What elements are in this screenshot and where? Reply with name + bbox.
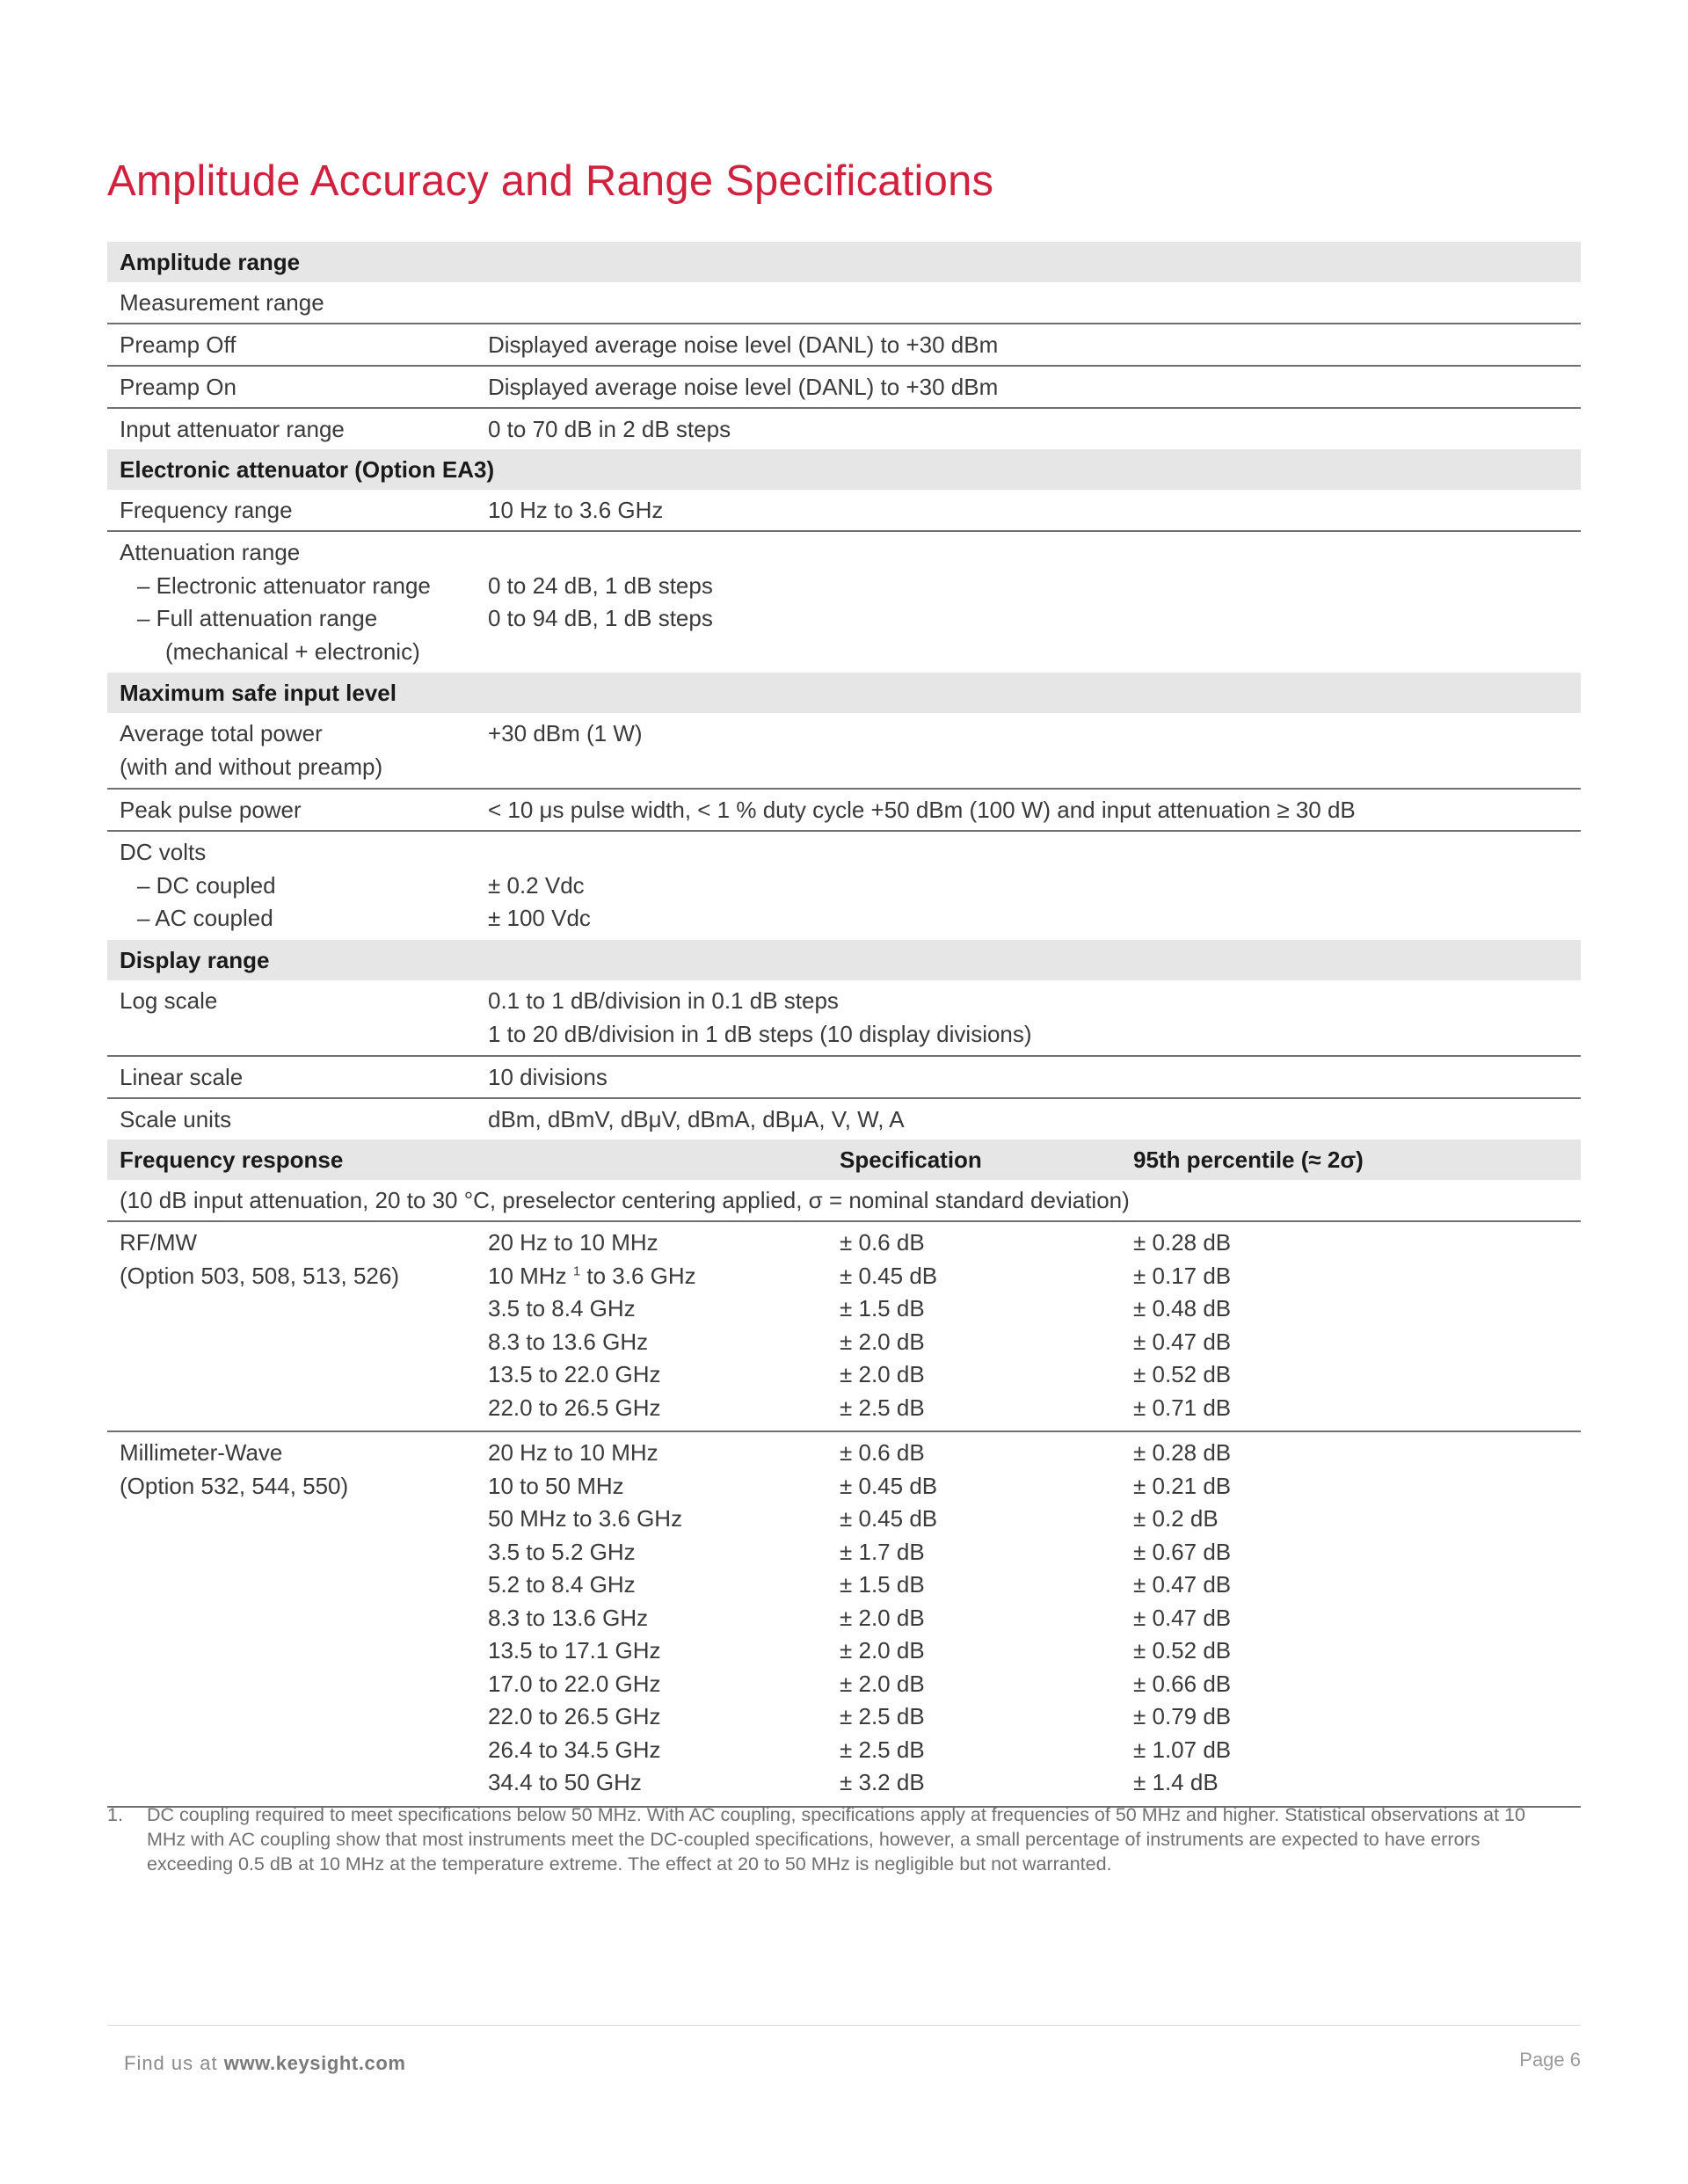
spec-value: ± 0.45 dB bbox=[840, 1505, 938, 1532]
row-label: Input attenuator range bbox=[120, 416, 345, 442]
freq-range: 34.4 to 50 GHz bbox=[488, 1769, 642, 1795]
footnote bbox=[107, 1802, 1532, 1876]
percentile-value: ± 0.28 dB bbox=[1133, 1229, 1232, 1256]
spec-value-column bbox=[840, 1227, 937, 1424]
table-row bbox=[107, 1057, 1581, 1099]
table-row bbox=[107, 409, 1581, 449]
row-sublabel: – Full attenuation range bbox=[137, 605, 378, 631]
freq-group-name: Millimeter-Wave bbox=[120, 1439, 283, 1466]
row-label: DC volts bbox=[120, 839, 207, 865]
freq-range: 17.0 to 22.0 GHz bbox=[488, 1670, 661, 1697]
row-value: Displayed average noise level (DANL) to +30 dBm bbox=[488, 374, 999, 400]
freq-range: 13.5 to 17.1 GHz bbox=[488, 1637, 661, 1663]
spec-value: ± 2.0 dB bbox=[840, 1637, 925, 1663]
percentile-value: ± 0.28 dB bbox=[1133, 1439, 1232, 1466]
spec-value: ± 2.0 dB bbox=[840, 1670, 925, 1697]
percentile-value: ± 0.67 dB bbox=[1133, 1538, 1232, 1565]
section-title: Frequency response bbox=[120, 1147, 344, 1173]
conditions-note: (10 dB input attenuation, 20 to 30 °C, preselector centering applied, σ = nominal standard deviation) bbox=[120, 1187, 1130, 1213]
footer-find-us bbox=[124, 2052, 406, 2075]
percentile-value: ± 0.48 dB bbox=[1133, 1295, 1232, 1321]
footer-divider bbox=[107, 2025, 1581, 2026]
footnote-text: DC coupling required to meet specifications below 50 MHz. With AC coupling, specifications apply at frequencies of 50 MHz and higher. Statistical observations at 10 MHz with AC coupling show that most instruments meet the DC-coupled specifications, however, a small percentage of instruments are expected to have errors exceeding 0.5 dB at 10 MHz at the temperature extreme. The effect at 20 to 50 MHz is negligible but not warranted. bbox=[147, 1804, 1525, 1875]
row-label: Peak pulse power bbox=[120, 797, 302, 823]
spec-value: ± 1.5 dB bbox=[840, 1571, 925, 1598]
freq-group bbox=[107, 1222, 1581, 1432]
row-label: Preamp Off bbox=[120, 331, 236, 358]
row-label: Scale units bbox=[120, 1106, 232, 1132]
row-value: 10 divisions bbox=[488, 1064, 608, 1090]
spec-value-column bbox=[840, 1437, 937, 1800]
percentile-value: ± 0.2 dB bbox=[1133, 1505, 1219, 1532]
percentile-value: ± 0.71 dB bbox=[1133, 1394, 1232, 1421]
percentile-value: ± 1.4 dB bbox=[1133, 1769, 1219, 1795]
freq-range: 10 to 50 MHz bbox=[488, 1472, 624, 1499]
table-row bbox=[107, 282, 1581, 324]
freq-group-name: RF/MW bbox=[120, 1229, 198, 1256]
row-value: 10 Hz to 3.6 GHz bbox=[488, 497, 664, 523]
percentile-value: ± 0.47 dB bbox=[1133, 1571, 1232, 1598]
freq-range: 20 Hz to 10 MHz bbox=[488, 1229, 658, 1256]
section-title: Amplitude range bbox=[120, 249, 301, 275]
spec-value: ± 0.6 dB bbox=[840, 1229, 925, 1256]
row-label: Measurement range bbox=[120, 289, 324, 316]
row-value-group bbox=[488, 836, 591, 935]
section-display-range bbox=[107, 940, 1581, 980]
row-label-group bbox=[120, 536, 431, 668]
spec-value: ± 0.45 dB bbox=[840, 1262, 938, 1289]
section-frequency-response bbox=[107, 1139, 1581, 1180]
row-label: Preamp On bbox=[120, 374, 236, 400]
row-value: 0.1 to 1 dB/division in 0.1 dB steps bbox=[488, 987, 839, 1014]
row-label-group bbox=[120, 836, 276, 935]
row-sublabel: – Electronic attenuator range bbox=[137, 571, 431, 599]
row-sublabel: (mechanical + electronic) bbox=[165, 637, 420, 665]
freq-range-end: to 3.6 GHz bbox=[580, 1262, 696, 1289]
percentile-value: ± 0.21 dB bbox=[1133, 1472, 1232, 1499]
section-title: Electronic attenuator (Option EA3) bbox=[120, 456, 495, 483]
table-row bbox=[107, 790, 1581, 832]
section-max-safe-input bbox=[107, 673, 1581, 713]
spec-value: ± 1.7 dB bbox=[840, 1538, 925, 1565]
spec-value: ± 2.0 dB bbox=[840, 1604, 925, 1631]
section-title: Display range bbox=[120, 947, 270, 973]
percentile-value-column bbox=[1133, 1227, 1231, 1424]
row-label: (with and without preamp) bbox=[120, 753, 383, 780]
row-label: Attenuation range bbox=[120, 539, 301, 565]
freq-range-column bbox=[488, 1227, 696, 1424]
table-row bbox=[107, 832, 1581, 940]
percentile-value: ± 0.47 dB bbox=[1133, 1328, 1232, 1355]
freq-range: 50 MHz to 3.6 GHz bbox=[488, 1505, 683, 1532]
freq-group-options: (Option 532, 544, 550) bbox=[120, 1472, 349, 1499]
row-value: dBm, dBmV, dBμV, dBmA, dBμA, V, W, A bbox=[488, 1106, 905, 1132]
row-sublabel: – AC coupled bbox=[137, 905, 273, 931]
freq-range: 22.0 to 26.5 GHz bbox=[488, 1703, 661, 1729]
row-label: Frequency range bbox=[120, 497, 293, 523]
spec-table bbox=[107, 242, 1581, 1808]
section-title: Maximum safe input level bbox=[120, 680, 397, 706]
spec-value: ± 2.0 dB bbox=[840, 1361, 925, 1387]
percentile-value: ± 0.47 dB bbox=[1133, 1604, 1232, 1631]
spec-value: ± 1.5 dB bbox=[840, 1295, 925, 1321]
freq-range: 3.5 to 8.4 GHz bbox=[488, 1295, 636, 1321]
row-value: 0 to 70 dB in 2 dB steps bbox=[488, 416, 731, 442]
row-value: ± 0.2 Vdc bbox=[488, 871, 585, 899]
table-row bbox=[107, 532, 1581, 673]
freq-group-label bbox=[120, 1437, 348, 1503]
table-row bbox=[107, 980, 1581, 1057]
freq-range: 5.2 to 8.4 GHz bbox=[488, 1571, 636, 1598]
freq-group-options: (Option 503, 508, 513, 526) bbox=[120, 1262, 400, 1289]
freq-range: 20 Hz to 10 MHz bbox=[488, 1439, 658, 1466]
percentile-value-column bbox=[1133, 1437, 1231, 1800]
freq-range: 8.3 to 13.6 GHz bbox=[488, 1604, 649, 1631]
column-header-percentile: 95th percentile (≈ 2σ) bbox=[1133, 1147, 1364, 1173]
row-label: Linear scale bbox=[120, 1064, 244, 1090]
percentile-value: ± 1.07 dB bbox=[1133, 1736, 1232, 1763]
footer-url-link[interactable]: www.keysight.com bbox=[223, 2052, 406, 2074]
percentile-value: ± 0.52 dB bbox=[1133, 1637, 1232, 1663]
row-label: Average total power bbox=[120, 720, 323, 746]
row-value: 0 to 94 dB, 1 dB steps bbox=[488, 605, 713, 631]
footnote-reference: 1 bbox=[572, 1263, 581, 1278]
section-electronic-attenuator bbox=[107, 449, 1581, 490]
freq-range bbox=[488, 1260, 696, 1293]
spec-value: ± 2.5 dB bbox=[840, 1394, 925, 1421]
footnote-number: 1. bbox=[107, 1804, 123, 1825]
row-label-group bbox=[120, 717, 382, 783]
frequency-response-groups bbox=[107, 1222, 1581, 1808]
freq-group bbox=[107, 1432, 1581, 1808]
row-value: 1 to 20 dB/division in 1 dB steps (10 display divisions) bbox=[488, 1020, 1032, 1047]
percentile-value: ± 0.52 dB bbox=[1133, 1361, 1232, 1387]
percentile-value: ± 0.66 dB bbox=[1133, 1670, 1232, 1697]
freq-range: 3.5 to 5.2 GHz bbox=[488, 1538, 636, 1565]
row-label: Log scale bbox=[120, 987, 218, 1014]
table-row bbox=[107, 490, 1581, 532]
footer-find-us-label: Find us at bbox=[124, 2052, 218, 2074]
freq-range-start: 10 MHz bbox=[488, 1262, 567, 1289]
spec-value: ± 2.0 dB bbox=[840, 1328, 925, 1355]
table-row bbox=[107, 713, 1581, 790]
freq-range: 8.3 to 13.6 GHz bbox=[488, 1328, 649, 1355]
freq-range: 22.0 to 26.5 GHz bbox=[488, 1394, 661, 1421]
percentile-value: ± 0.79 dB bbox=[1133, 1703, 1232, 1729]
freq-range: 26.4 to 34.5 GHz bbox=[488, 1736, 661, 1763]
spec-value: ± 0.6 dB bbox=[840, 1439, 925, 1466]
spec-value: ± 2.5 dB bbox=[840, 1703, 925, 1729]
table-row bbox=[107, 324, 1581, 367]
freq-range-column bbox=[488, 1437, 682, 1800]
row-value: Displayed average noise level (DANL) to +30 dBm bbox=[488, 331, 999, 358]
table-row bbox=[107, 367, 1581, 409]
row-sublabel: – DC coupled bbox=[137, 871, 276, 899]
row-value: +30 dBm (1 W) bbox=[488, 720, 643, 746]
page-number: Page 6 bbox=[1519, 2049, 1581, 2071]
row-value-group bbox=[488, 985, 1032, 1051]
row-value: < 10 μs pulse width, < 1 % duty cycle +50 dBm (100 W) and input attenuation ≥ 30 dB bbox=[488, 797, 1356, 823]
page-title: Amplitude Accuracy and Range Specifications bbox=[107, 157, 994, 205]
section-amplitude-range bbox=[107, 242, 1581, 282]
table-row bbox=[107, 1099, 1581, 1139]
row-value: ± 100 Vdc bbox=[488, 905, 591, 931]
spec-value: ± 0.45 dB bbox=[840, 1472, 938, 1499]
spec-value: ± 2.5 dB bbox=[840, 1736, 925, 1763]
table-row bbox=[107, 1180, 1581, 1222]
column-header-specification: Specification bbox=[840, 1147, 982, 1173]
freq-group-label bbox=[120, 1227, 399, 1292]
row-value: 0 to 24 dB, 1 dB steps bbox=[488, 571, 713, 599]
percentile-value: ± 0.17 dB bbox=[1133, 1262, 1232, 1289]
row-value-group bbox=[488, 536, 713, 636]
freq-range: 13.5 to 22.0 GHz bbox=[488, 1361, 661, 1387]
spec-value: ± 3.2 dB bbox=[840, 1769, 925, 1795]
